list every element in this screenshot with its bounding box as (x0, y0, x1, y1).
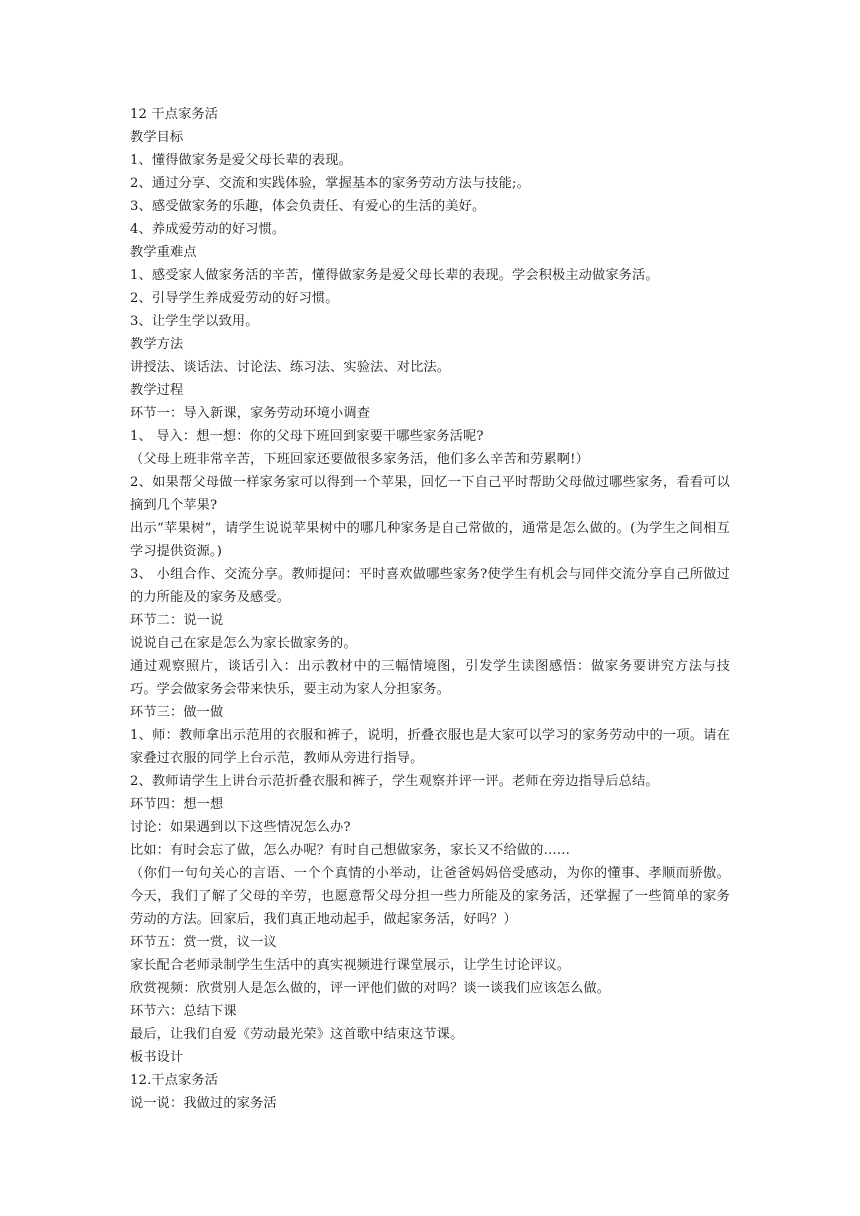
step5-paragraph: 家长配合老师录制学生生活中的真实视频进行课堂展示，让学生讨论评议。 (130, 958, 571, 973)
step1-paragraph: （父母上班非常辛苦，下班回家还要做很多家务活，他们多么辛苦和劳累啊!） (130, 452, 589, 467)
step1-paragraph: 3、 小组合作、交流分享。教师提问：平时喜欢做哪些家务?使学生有机会与同伴交流分享自己所做过的力所能及的家务及感受。 (130, 567, 730, 605)
key-points-heading: 教学重难点 (130, 245, 197, 260)
step4-paragraph: （你们一句句关心的言语、一个个真情的小举动，让爸爸妈妈倍受感动，为你的懂事、孝顺而骄傲。今天，我们了解了父母的辛劳，也愿意帮父母分担一些力所能及的家务活，还掌握了一些简单的家务劳动的方法。回家后，我们真正地动起手，做起家务活，好吗？） (130, 866, 730, 927)
step5-paragraph: 欣赏视频：欣赏别人是怎么做的，评一评他们做的对吗？谈一谈我们应该怎么做。 (130, 981, 611, 996)
goal-item: 1、懂得做家务是爱父母长辈的表现。 (130, 153, 352, 168)
step4-heading: 环节四：想一想 (130, 797, 224, 812)
step1-heading: 环节一：导入新课，家务劳动环境小调查 (130, 406, 371, 421)
step6-paragraph: 最后，让我们自爱《劳动最光荣》这首歌中结束这节课。 (130, 1027, 464, 1042)
step2-paragraph: 说说自己在家是怎么为家长做家务的。 (130, 636, 357, 651)
key-point-item: 2、引导学生养成爱劳动的好习惯。 (130, 291, 339, 306)
step1-paragraph: 2、如果帮父母做一样家务家可以得到一个苹果，回忆一下自己平时帮助父母做过哪些家务，看看可以摘到几个苹果? (130, 475, 730, 513)
step3-paragraph: 2、教师请学生上讲台示范折叠衣服和裤子，学生观察并评一评。老师在旁边指导后总结。 (130, 774, 659, 789)
step4-paragraph: 比如：有时会忘了做，怎么办呢？有时自己想做家务，家长又不给做的…… (130, 843, 571, 858)
document-title: 12 干点家务活 (130, 107, 219, 122)
board-line: 12.干点家务活 (130, 1073, 219, 1088)
goal-item: 3、感受做家务的乐趣，体会负责任、有爱心的生活的美好。 (130, 199, 486, 214)
step6-heading: 环节六：总结下课 (130, 1004, 237, 1019)
process-heading: 教学过程 (130, 383, 184, 398)
step4-paragraph: 讨论：如果遇到以下这些情况怎么办? (130, 820, 351, 835)
step1-paragraph: 出示“苹果树”，请学生说说苹果树中的哪几种家务是自己常做的，通常是怎么做的。(为学生之间相互学习提供资源。) (130, 521, 730, 559)
lesson-plan-document (130, 103, 730, 1115)
step3-paragraph: 1、师：教师拿出示范用的衣服和裤子，说明，折叠衣服也是大家可以学习的家务劳动中的一项。请在家叠过衣服的同学上台示范，教师从旁进行指导。 (130, 728, 730, 766)
step2-heading: 环节二：说一说 (130, 613, 224, 628)
methods-text: 讲授法、谈话法、讨论法、练习法、实验法、对比法。 (130, 360, 451, 375)
board-heading: 板书设计 (130, 1050, 184, 1065)
goal-item: 4、养成爱劳动的好习惯。 (130, 222, 286, 237)
step2-paragraph: 通过观察照片，谈话引入：出示教材中的三幅情境图，引发学生读图感悟：做家务要讲究方法与技巧。学会做家务会带来快乐，要主动为家人分担家务。 (130, 659, 730, 697)
methods-heading: 教学方法 (130, 337, 184, 352)
goals-heading: 教学目标 (130, 130, 184, 145)
goal-item: 2、通过分享、交流和实践体验，掌握基本的家务劳动方法与技能;。 (130, 176, 530, 191)
board-line: 说一说：我做过的家务活 (130, 1096, 277, 1111)
step3-heading: 环节三：做一做 (130, 705, 224, 720)
step1-paragraph: 1、 导入：想一想：你的父母下班回到家要干哪些家务活呢? (130, 429, 484, 444)
key-point-item: 1、感受家人做家务活的辛苦，懂得做家务是爱父母长辈的表现。学会积极主动做家务活。 (130, 268, 659, 283)
key-point-item: 3、让学生学以致用。 (130, 314, 259, 329)
step5-heading: 环节五：赏一赏，议一议 (130, 935, 277, 950)
